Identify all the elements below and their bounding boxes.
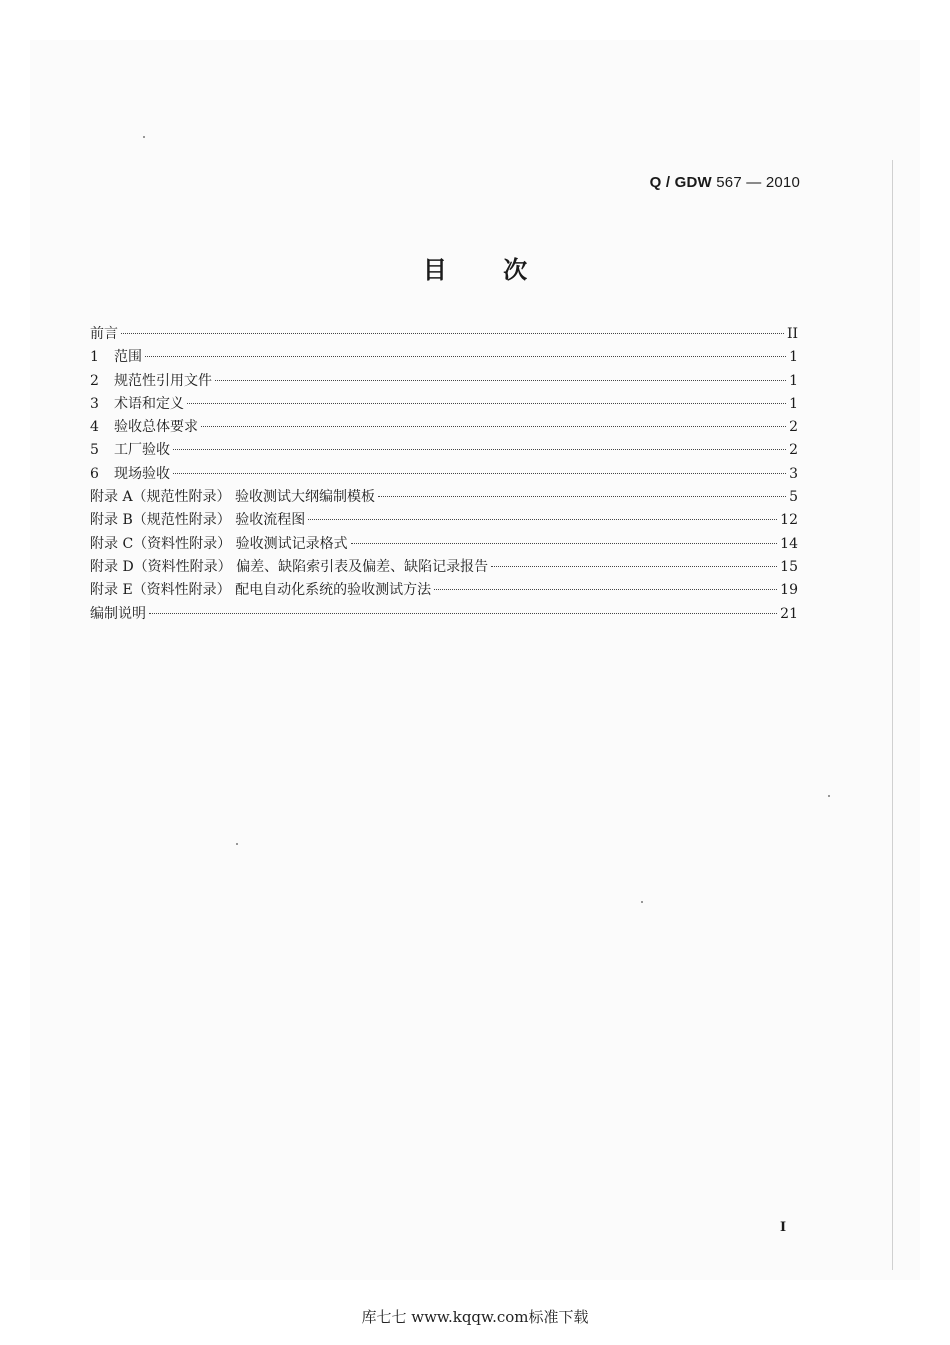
toc-entry-label: 编制说明	[90, 605, 146, 622]
watermark-footer: 库七七 www.kqqw.com标准下载	[361, 1308, 589, 1326]
toc-entry-number: 6	[90, 465, 99, 482]
toc-leader-dots	[187, 403, 786, 404]
document-code	[650, 174, 800, 191]
document-code-prefix: Q / GDW	[649, 174, 712, 191]
toc-entry-page: 19	[780, 582, 798, 599]
toc-entry-page: 5	[789, 489, 798, 506]
page-title	[0, 250, 950, 285]
toc-entry-page: 1	[789, 372, 798, 389]
toc-leader-dots	[378, 496, 786, 497]
toc-entry-label: 规范性引用文件	[114, 372, 212, 389]
toc-leader-dots	[434, 589, 777, 590]
toc-leader-dots	[201, 426, 786, 427]
toc-entry-number: 1	[90, 349, 99, 366]
toc-entry[interactable]	[90, 323, 798, 346]
toc-entry-label: 工厂验收	[114, 442, 170, 459]
toc-entry-label: 附录 B（规范性附录） 验收流程图	[90, 512, 306, 529]
document-page	[30, 40, 920, 1280]
toc-entry-label: 术语和定义	[114, 395, 184, 412]
toc-entry[interactable]	[90, 533, 798, 556]
scan-edge-line	[892, 160, 893, 1270]
scan-speck	[236, 843, 238, 845]
toc-entry-page: 1	[789, 395, 798, 412]
scan-speck	[828, 795, 830, 797]
toc-entry-page: 14	[780, 535, 798, 552]
toc-leader-dots	[215, 380, 786, 381]
scan-speck	[641, 901, 643, 903]
toc-entry-number: 4	[90, 419, 99, 436]
toc-leader-dots	[145, 356, 786, 357]
toc-entry-label: 验收总体要求	[114, 419, 198, 436]
toc-entry-page: II	[786, 326, 798, 342]
toc-leader-dots	[491, 566, 777, 567]
toc-entry[interactable]	[90, 579, 798, 602]
toc-entry[interactable]	[90, 393, 798, 416]
toc-leader-dots	[308, 519, 777, 520]
toc-leader-dots	[121, 333, 784, 334]
title-char-1: 目	[422, 255, 447, 284]
toc-entry[interactable]	[90, 556, 798, 579]
toc-entry[interactable]	[90, 603, 798, 626]
toc-entry-number: 5	[90, 442, 99, 459]
table-of-contents	[90, 323, 798, 626]
toc-entry-label: 前言	[90, 326, 118, 342]
toc-entry-page: 2	[789, 419, 798, 436]
toc-entry-page: 2	[789, 442, 798, 459]
scan-speck	[143, 136, 145, 138]
document-code-number: 567 — 2010	[716, 174, 800, 191]
toc-entry[interactable]	[90, 486, 798, 509]
toc-entry-page: 15	[780, 558, 798, 575]
toc-entry-page: 3	[789, 465, 798, 482]
toc-entry[interactable]	[90, 370, 798, 393]
toc-entry-label: 附录 A（规范性附录） 验收测试大纲编制模板	[90, 489, 376, 506]
toc-leader-dots	[173, 473, 786, 474]
toc-entry-label: 附录 D（资料性附录） 偏差、缺陷索引表及偏差、缺陷记录报告	[90, 558, 489, 575]
toc-leader-dots	[351, 543, 778, 544]
page-number: I	[780, 1220, 787, 1235]
toc-entry-label: 范围	[114, 349, 142, 366]
toc-entry-page: 1	[789, 349, 798, 366]
toc-entry[interactable]	[90, 463, 798, 486]
toc-entry-page: 21	[780, 605, 798, 622]
toc-entry-number: 3	[90, 395, 99, 412]
toc-entry[interactable]	[90, 346, 798, 369]
toc-leader-dots	[149, 613, 777, 614]
toc-entry-label: 现场验收	[114, 465, 170, 482]
toc-entry[interactable]	[90, 439, 798, 462]
toc-entry-number: 2	[90, 372, 99, 389]
toc-leader-dots	[173, 449, 786, 450]
toc-entry[interactable]	[90, 416, 798, 439]
toc-entry[interactable]	[90, 509, 798, 532]
title-char-2: 次	[503, 255, 528, 284]
toc-entry-page: 12	[780, 512, 798, 529]
toc-entry-label: 附录 C（资料性附录） 验收测试记录格式	[90, 535, 348, 552]
toc-entry-label: 附录 E（资料性附录） 配电自动化系统的验收测试方法	[90, 582, 432, 599]
